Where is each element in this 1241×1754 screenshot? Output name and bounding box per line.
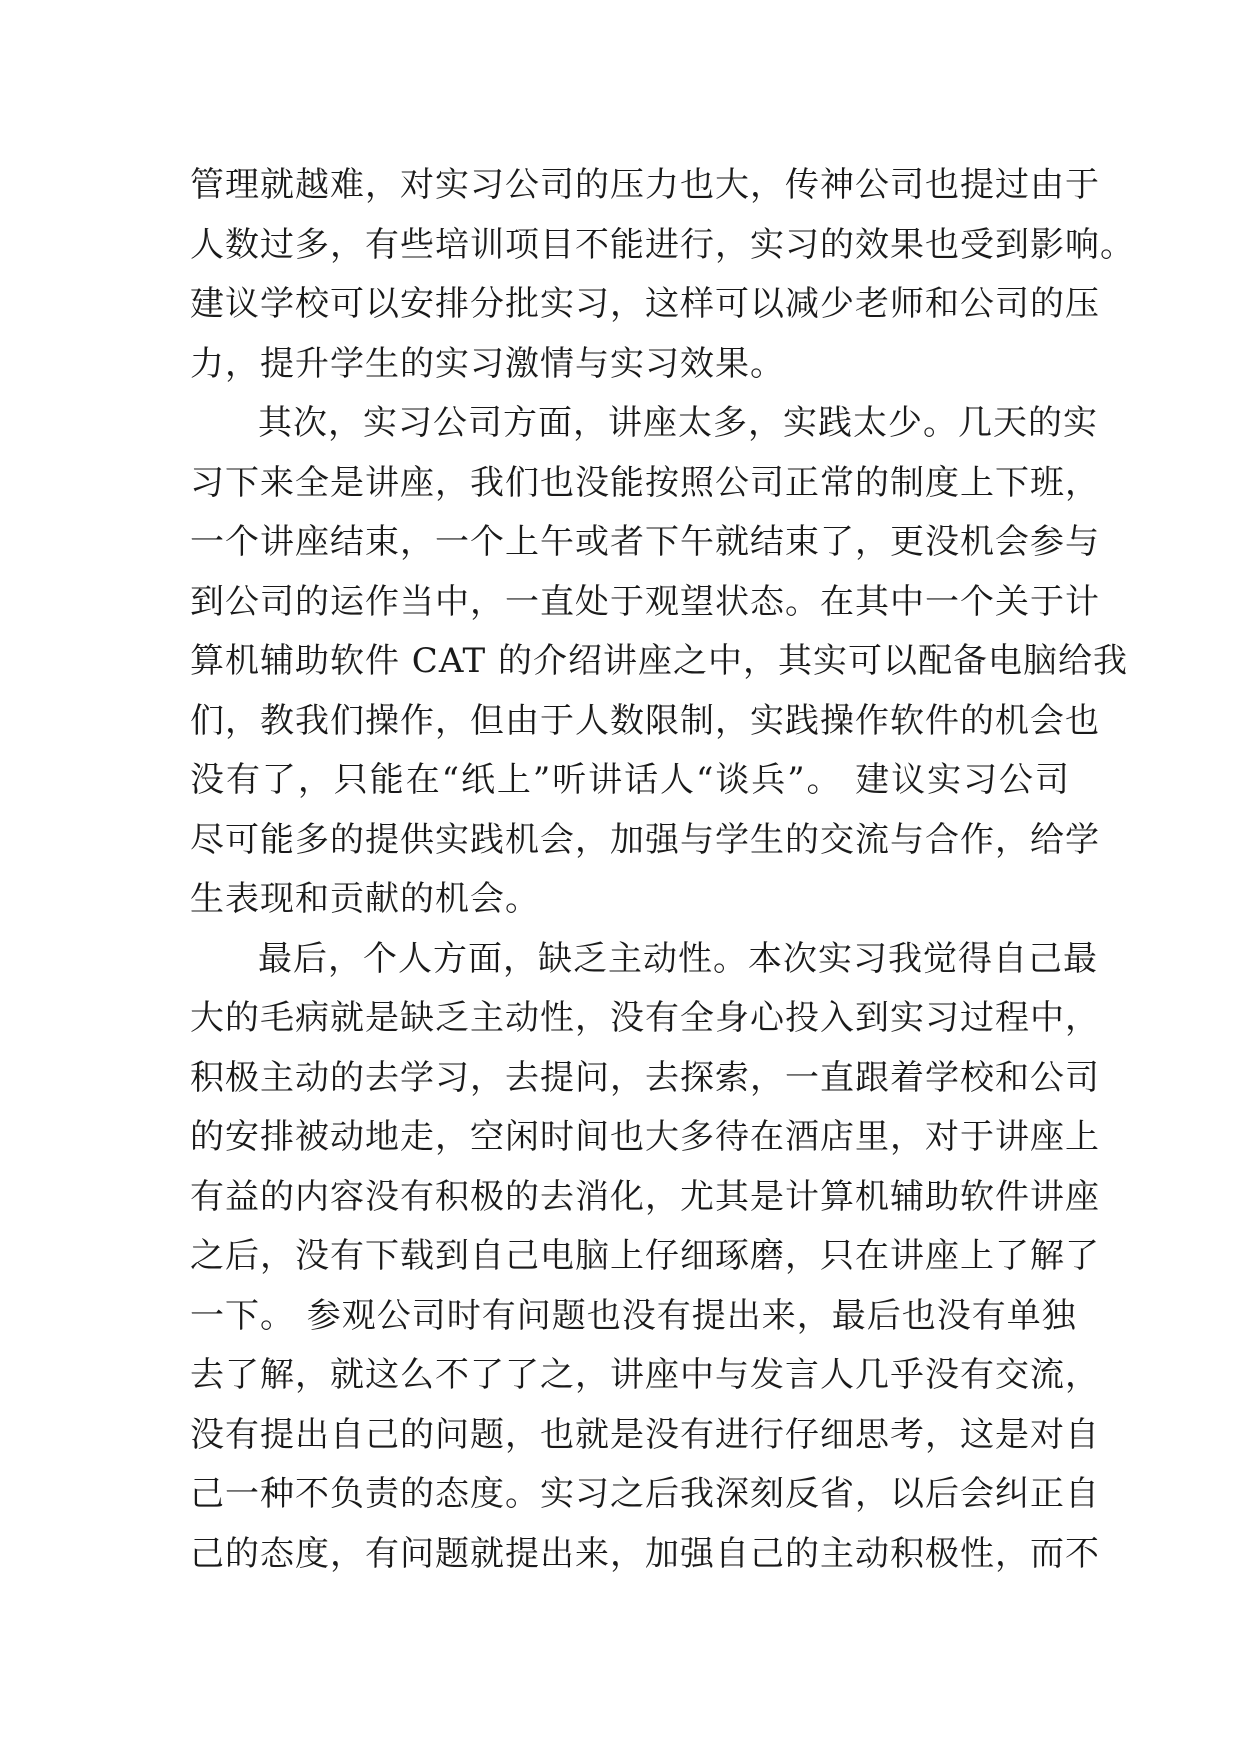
text-line: 己一种不负责的态度。实习之后我深刻反省，以后会纠正自 xyxy=(190,1474,1100,1514)
text-line: 习下来全是讲座，我们也没能按照公司正常的制度上下班， xyxy=(190,462,1100,503)
text-line: 力，提升学生的实习激情与实习效果。 xyxy=(190,343,785,384)
text-line: 管理就越难，对实习公司的压力也大，传神公司也提过由于 xyxy=(190,165,1100,205)
text-line: 去了解，就这么不了了之，讲座中与发言人几乎没有交流， xyxy=(190,1355,1100,1395)
text-line: 没有提出自己的问题，也就是没有进行仔细思考，这是对自 xyxy=(190,1414,1100,1455)
text-line: 积极主动的去学习，去提问，去探索，一直跟着学校和公司 xyxy=(190,1057,1100,1098)
text-line: 到公司的运作当中，一直处于观望状态。在其中一个关于计 xyxy=(190,581,1100,622)
text-line: 己的态度，有问题就提出来，加强自己的主动积极性，而不 xyxy=(190,1533,1100,1574)
text-line: 尽可能多的提供实践机会，加强与学生的交流与合作，给学 xyxy=(190,819,1100,860)
body-text xyxy=(190,156,1135,1584)
text-line: 最后，个人方面，缺乏主动性。本次实习我觉得自己最 xyxy=(258,938,1098,979)
text-line: 其次，实习公司方面，讲座太多，实践太少。几天的实 xyxy=(258,403,1098,443)
text-line: 生表现和贡献的机会。 xyxy=(190,879,540,919)
text-line: 人数过多，有些培训项目不能进行，实习的效果也受到影响。 xyxy=(190,224,1135,265)
text-line: 的安排被动地走，空闲时间也大多待在酒店里，对于讲座上 xyxy=(190,1117,1100,1157)
text-line: 大的毛病就是缺乏主动性，没有全身心投入到实习过程中， xyxy=(190,998,1100,1038)
text-line: 没有了，只能在“纸上”听讲话人“谈兵”。 建议实习公司 xyxy=(190,760,1070,800)
text-line: 建议学校可以安排分批实习，这样可以减少老师和公司的压 xyxy=(190,284,1100,324)
text-line: 算机辅助软件 CAT 的介绍讲座之中，其实可以配备电脑给我 xyxy=(190,641,1129,681)
text-line: 之后，没有下载到自己电脑上仔细琢磨，只在讲座上了解了 xyxy=(190,1236,1100,1276)
text-line: 有益的内容没有积极的去消化，尤其是计算机辅助软件讲座 xyxy=(190,1176,1100,1217)
text-line: 一个讲座结束，一个上午或者下午就结束了，更没机会参与 xyxy=(190,522,1100,562)
text-line: 一下。 参观公司时有问题也没有提出来，最后也没有单独 xyxy=(190,1295,1077,1336)
text-line: 们，教我们操作，但由于人数限制，实践操作软件的机会也 xyxy=(190,700,1100,741)
